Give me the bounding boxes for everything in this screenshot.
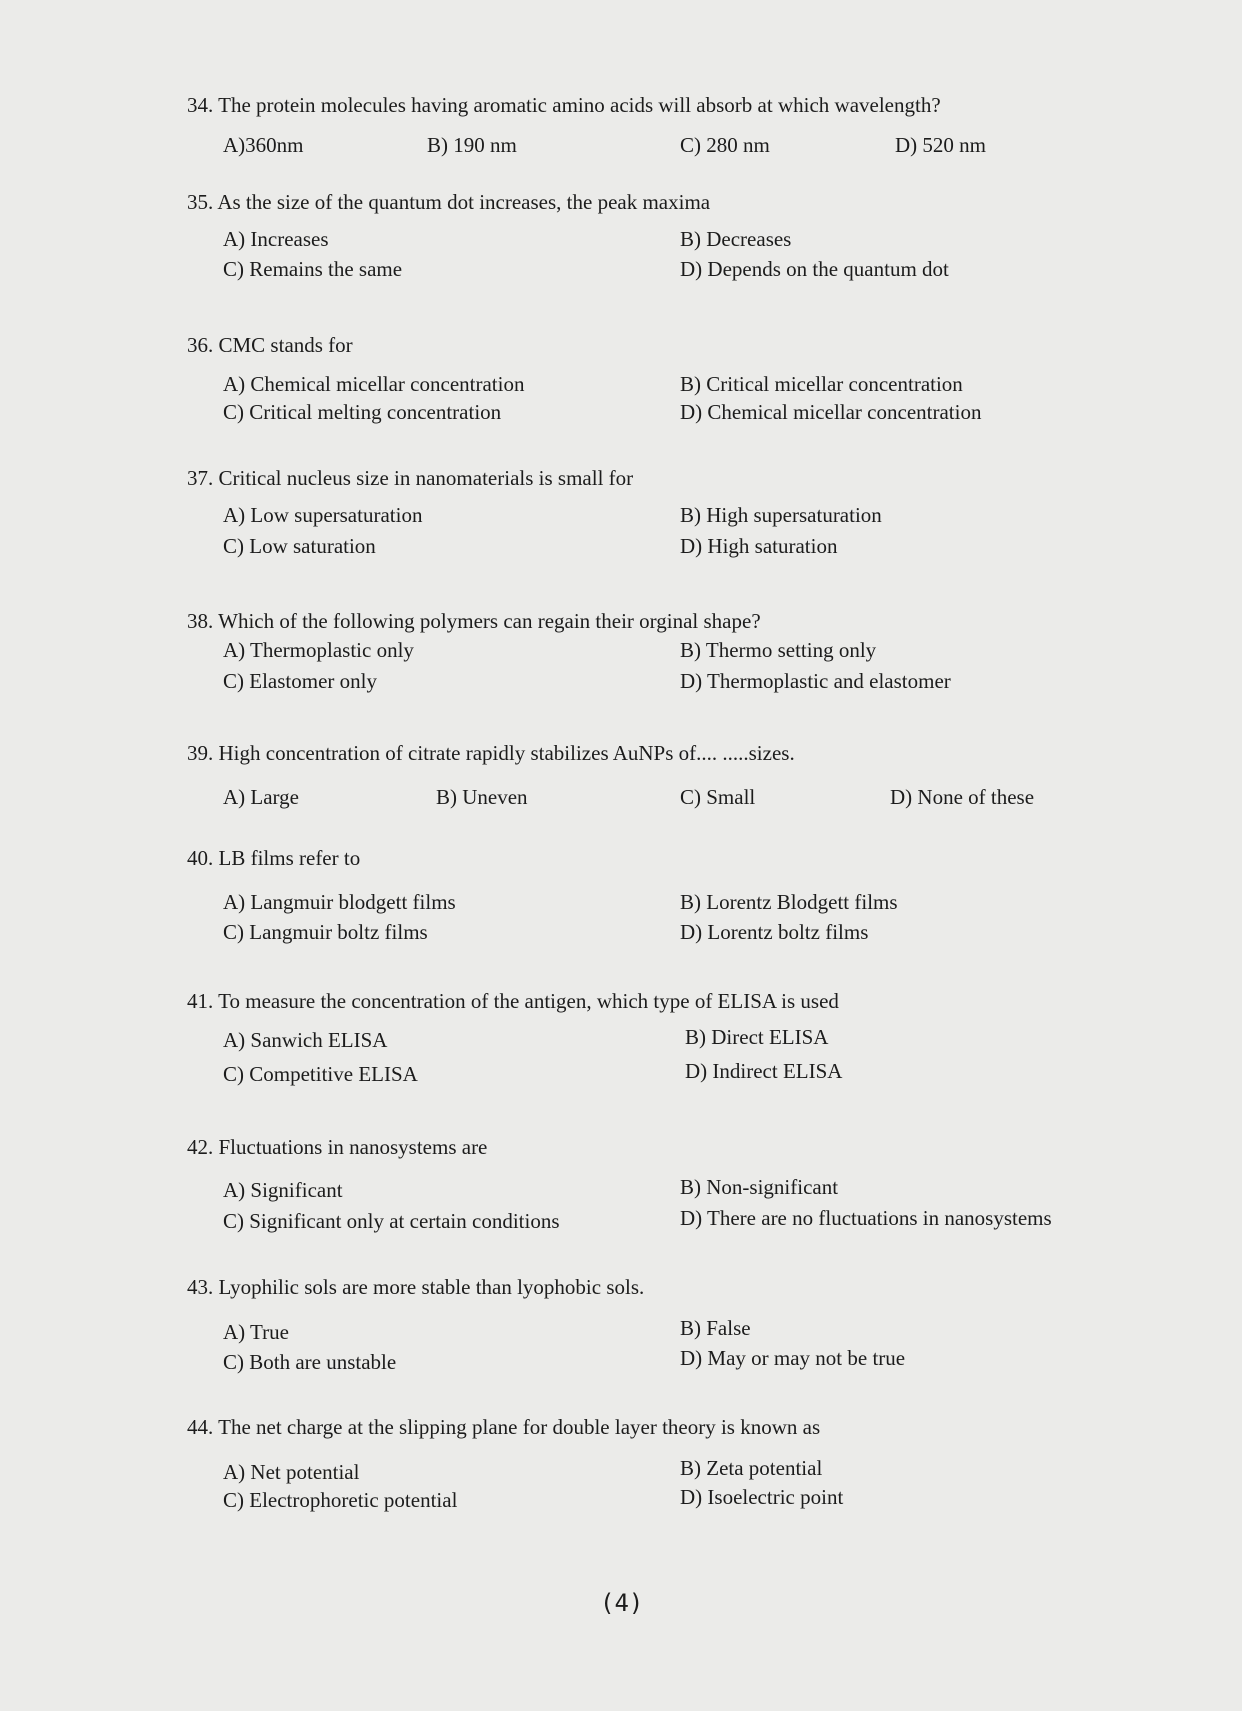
option-b: B) Non-significant — [680, 1175, 839, 1199]
option-a: A) Increases — [223, 227, 329, 251]
option-b: B) High supersaturation — [680, 503, 882, 527]
option-d: D) Isoelectric point — [680, 1485, 844, 1509]
option-a: A) Langmuir blodgett films — [223, 890, 456, 914]
option-c: C) 280 nm — [680, 133, 770, 157]
question-36 — [187, 332, 1147, 424]
option-d: D) High saturation — [680, 534, 838, 558]
question-stem: 41. To measure the concentration of the antigen, which type of ELISA is used — [187, 989, 839, 1013]
question-stem: 37. Critical nucleus size in nanomaterials is small for — [187, 466, 634, 490]
option-b: B) 190 nm — [427, 133, 517, 157]
question-37 — [187, 465, 1147, 558]
page-number: (4) — [600, 1589, 644, 1617]
question-stem: 40. LB films refer to — [187, 846, 361, 870]
option-d: D) Lorentz boltz films — [680, 920, 869, 944]
question-38 — [187, 608, 1147, 693]
option-d: D) Thermoplastic and elastomer — [680, 669, 951, 693]
question-stem: 34. The protein molecules having aromatic amino acids will absorb at which wavelength? — [187, 93, 941, 117]
option-d: D) May or may not be true — [680, 1346, 906, 1370]
option-c: C) Critical melting concentration — [223, 400, 502, 424]
option-d: D) Indirect ELISA — [685, 1059, 843, 1083]
question-42 — [187, 1134, 1147, 1233]
option-a: A) Sanwich ELISA — [223, 1028, 388, 1052]
question-40 — [187, 845, 1147, 944]
option-a: A) Net potential — [223, 1460, 360, 1484]
option-d: D) Chemical micellar concentration — [680, 400, 982, 424]
option-a: A) Large — [223, 785, 299, 809]
option-c: C) Remains the same — [223, 257, 403, 281]
question-stem: 44. The net charge at the slipping plane for double layer theory is known as — [187, 1415, 821, 1439]
question-39 — [187, 740, 1147, 809]
option-d: D) 520 nm — [895, 133, 986, 157]
question-43 — [187, 1274, 1147, 1374]
option-b: B) Thermo setting only — [680, 638, 877, 662]
option-c: C) Small — [680, 785, 756, 809]
option-a: A) Significant — [223, 1178, 343, 1202]
option-a: A) Low supersaturation — [223, 503, 423, 527]
option-b: B) Uneven — [436, 785, 528, 809]
option-c: C) Elastomer only — [223, 669, 377, 693]
option-a: A)360nm — [223, 133, 304, 157]
option-d: D) There are no fluctuations in nanosystems — [680, 1206, 1052, 1230]
question-stem: 36. CMC stands for — [187, 333, 353, 357]
option-a: A) True — [223, 1320, 289, 1344]
option-c: C) Low saturation — [223, 534, 376, 558]
option-c: C) Langmuir boltz films — [223, 920, 428, 944]
option-c: C) Competitive ELISA — [223, 1062, 418, 1086]
option-b: B) Zeta potential — [680, 1456, 823, 1480]
option-c: C) Both are unstable — [223, 1350, 397, 1374]
question-35 — [187, 189, 1147, 281]
option-d: D) Depends on the quantum dot — [680, 257, 949, 281]
option-a: A) Chemical micellar concentration — [223, 372, 525, 396]
question-stem: 35. As the size of the quantum dot increases, the peak maxima — [187, 190, 711, 214]
question-stem: 38. Which of the following polymers can regain their orginal shape? — [187, 609, 761, 633]
question-41 — [187, 988, 1147, 1086]
option-b: B) False — [680, 1316, 751, 1340]
option-c: C) Significant only at certain conditions — [223, 1209, 560, 1233]
option-a: A) Thermoplastic only — [223, 638, 414, 662]
option-b: B) Decreases — [680, 227, 792, 251]
option-b: B) Critical micellar concentration — [680, 372, 963, 396]
question-stem: 43. Lyophilic sols are more stable than lyophobic sols. — [187, 1275, 645, 1299]
option-b: B) Direct ELISA — [685, 1025, 829, 1049]
question-stem: 42. Fluctuations in nanosystems are — [187, 1135, 488, 1159]
option-c: C) Electrophoretic potential — [223, 1488, 458, 1512]
option-d: D) None of these — [890, 785, 1035, 809]
option-b: B) Lorentz Blodgett films — [680, 890, 898, 914]
question-34 — [187, 92, 1147, 157]
question-44 — [187, 1414, 1147, 1512]
question-stem: 39. High concentration of citrate rapidly stabilizes AuNPs of.... .....sizes. — [187, 741, 795, 765]
